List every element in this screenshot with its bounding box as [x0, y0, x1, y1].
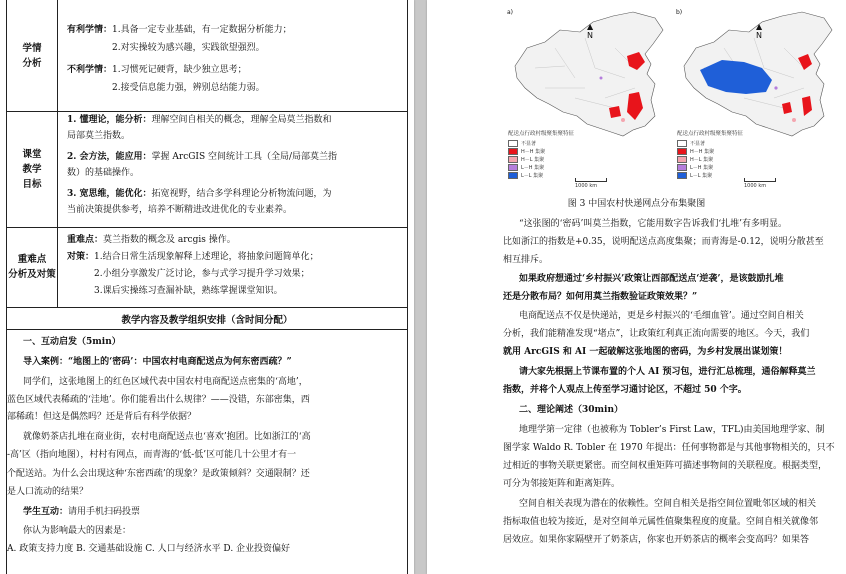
row-content-title — [7, 307, 407, 330]
legend-swatch — [677, 140, 687, 147]
scale-label: 1000 km — [744, 183, 767, 189]
good-label: 有利学情： — [67, 25, 113, 35]
case-title: 导入案例：“地图上的‘密码’：中国农村电商配送点为何东密西疏？” — [23, 357, 292, 367]
legend-label: L－H 集聚 — [690, 164, 714, 171]
legend-item — [677, 171, 743, 179]
legend-item — [508, 163, 574, 171]
body-line: 同学们，这张地图上的红色区域代表中国农村电商配送点密集的‘高地’， — [23, 377, 308, 387]
legend-title: 配送点行政村级聚集聚特征 — [677, 131, 744, 137]
body-line-bold: 请大家先根据上节课布置的个人 AI 预习包，进行汇总梳理，通俗解释莫兰 — [519, 367, 816, 377]
body-line: 就像奶茶店扎堆在商业街，农村电商配送点也‘喜欢’抱团。比如浙江的‘高 — [23, 432, 311, 442]
legend-label: L－L 集聚 — [521, 172, 544, 179]
legend-label: 不显著 — [690, 140, 706, 147]
bad-item: 2.接受信息能力强，辨别总结能力弱。 — [112, 83, 265, 93]
body-line-bold: 就用 ArcGIS 和 AI 一起破解这张地图的密码，为乡村发展出谋划策！ — [503, 347, 788, 357]
header-line: 分析及对策 — [8, 269, 56, 280]
map-panel-a — [505, 8, 669, 191]
strategy-item: 2.小组分享激发广泛讨论，参与式学习提升学习效果； — [94, 269, 310, 279]
content-title: 教学内容及教学组织安排（含时间分配） — [121, 315, 293, 326]
lesson-plan-table — [6, 0, 408, 574]
legend-item — [508, 155, 574, 163]
north-label: N — [756, 31, 762, 40]
header-line: 教学 — [22, 163, 42, 175]
strategy-item: 1.结合日常生活现象解释上述理论，将抽象问题简单化； — [94, 252, 319, 262]
body-line: -高’区（指向地图），村村有网点，而青海的‘低-低’区可能几十公里才有一 — [7, 450, 297, 460]
north-label: N — [587, 31, 593, 40]
body-line: 个配送站。为什么会出现这种‘东密西疏’的现象？是政策倾斜？交通限制？还 — [7, 469, 310, 479]
panel-label: a) — [507, 9, 514, 16]
legend-swatch — [677, 156, 687, 163]
body-line: 蓝色区域代表稀疏的‘洼地’。你们能看出什么规律？——没错，东部密集，西 — [7, 395, 310, 405]
goal-bold: 2. 会方法，能应用： — [67, 152, 152, 162]
section-heading: 二、理论阐述（30min） — [519, 405, 624, 415]
legend-swatch — [677, 164, 687, 171]
header-line: 学情 — [22, 42, 42, 54]
left-page — [0, 0, 414, 574]
body-line: 指标取值也较为接近，是对空间单元属性值聚集程度的度量。空间自相关就像邻 — [503, 517, 819, 527]
legend-swatch — [508, 164, 518, 171]
header-key-difficulties — [7, 227, 58, 307]
legend-label: H－L 集聚 — [521, 156, 545, 163]
vote-options: A. 政策支持力度 B. 交通基础设施 C. 人口与经济水平 D. 企业投资偏好 — [7, 544, 291, 554]
body-line: 图学家 Waldo R. Tobler 在 1970 年提出：任何事物都是与其他事物相关的，只不 — [503, 443, 835, 453]
header-line: 重难点 — [17, 254, 47, 265]
good-item: 2.对实操较为感兴趣，实践欲望强烈。 — [112, 43, 265, 53]
row-learner-analysis — [7, 0, 407, 112]
strategy-item: 3.课后实操练习查漏补缺，熟练掌握课堂知识。 — [94, 286, 283, 296]
legend-item — [677, 139, 743, 147]
body-line: 地理学第一定律（也被称为 Tobler’s First Law，TFL)由美国地理学家、制 — [519, 425, 825, 435]
figure-maps — [505, 8, 838, 191]
legend-label: 不显著 — [521, 140, 537, 147]
panel-label: b) — [676, 9, 683, 16]
header-line: 课堂 — [22, 148, 42, 160]
body-line: “这张图的‘密码’叫莫兰指数，它能用数字告诉我们‘扎堆’有多明显。 — [519, 219, 788, 229]
legend-item — [677, 147, 743, 155]
interaction-label: 学生互动： — [23, 507, 69, 517]
key-point-text: 莫兰指数的概念及 arcgis 操作。 — [103, 235, 236, 245]
header-teaching-goals — [7, 111, 58, 227]
goal-bold: 3. 宽思维，能优化： — [67, 189, 152, 199]
legend-label: L－H 集聚 — [521, 164, 545, 171]
legend-label: H－L 集聚 — [690, 156, 714, 163]
map-legend — [677, 129, 743, 179]
goal-text: 拓宽视野，结合多学科理论分析物流问题，为 — [151, 189, 332, 199]
cluster-lh — [600, 77, 603, 80]
body-line: 居效应。如果你家隔壁开了奶茶店，你家也开奶茶店的概率会变高吗？如果答 — [503, 535, 810, 545]
legend-swatch — [508, 148, 518, 155]
body-line: 相互排斥。 — [503, 255, 549, 265]
scale-label: 1000 km — [575, 183, 598, 189]
cluster-hl — [621, 118, 625, 122]
body-line: 分析，我们能精准发现“堵点”，让政策红利真正流向需要的地区。今天，我们 — [503, 329, 810, 339]
body-line: 部稀疏！但这是偶然吗？还是背后有科学依据？ — [7, 412, 197, 422]
body-line: 比如浙江的指数是+0.35，说明配送点高度集聚；而青海是-0.12，说明分散甚至 — [503, 237, 824, 247]
goal-text: 当前决策提供参考，培养不断精进改进优化的专业素养。 — [67, 205, 293, 215]
key-point-label: 重难点： — [67, 235, 104, 245]
section-heading: 一、互动启发（5min） — [23, 337, 121, 347]
body-line: 过相近的事物关联更紧密。而空间权重矩阵可描述事物间的关联程度。根据类型， — [503, 461, 828, 471]
body-line: 空间自相关表现为潜在的依赖性。空间自相关是指空间位置毗邻区域的相关 — [519, 499, 817, 509]
strategy-label: 对策： — [67, 252, 95, 262]
legend-swatch — [508, 172, 518, 179]
legend-item — [508, 139, 574, 147]
body-line: 可分为邻接矩阵和距离矩阵。 — [503, 479, 621, 489]
map-legend — [508, 129, 574, 179]
row-teaching-goals — [7, 111, 407, 228]
legend-item — [508, 171, 574, 179]
row-key-difficulties — [7, 227, 407, 308]
legend-title: 配送点行政村级聚集聚特征 — [508, 131, 575, 137]
map-panel-b — [674, 8, 838, 191]
bad-label: 不利学情： — [67, 65, 113, 75]
legend-label: L－L 集聚 — [690, 172, 713, 179]
header-line: 分析 — [22, 57, 42, 69]
goal-text: 理解空间自相关的概念，理解全局莫兰指数和 — [151, 115, 332, 125]
bad-item: 1.习惯死记硬背，缺少独立思考； — [112, 65, 247, 75]
goal-bold: 1. 懂理论，能分析： — [67, 115, 152, 125]
body-line: 你认为影响最大的因素是： — [23, 526, 132, 536]
legend-swatch — [508, 140, 518, 147]
body-line-bold: 指数，并将个人观点上传至学习通讨论区，不超过 50 个字。 — [503, 385, 747, 395]
legend-item — [677, 163, 743, 171]
north-arrow: ▲ N — [587, 22, 594, 40]
legend-label: H－H 集聚 — [690, 148, 715, 155]
legend-swatch — [677, 148, 687, 155]
cluster-hl — [792, 118, 796, 122]
body-line: 是人口流动的结果？ — [7, 487, 89, 497]
cluster-hh — [609, 106, 621, 118]
body-line: 请用手机扫码投票 — [68, 507, 141, 517]
body-line: 电商配送点不仅是快递站，更是乡村振兴的‘毛细血管’。通过空间自相关 — [519, 311, 804, 321]
legend-swatch — [677, 172, 687, 179]
legend-item — [508, 147, 574, 155]
good-item: 1.具备一定专业基础，有一定数据分析能力； — [112, 25, 292, 35]
figure-caption: 图 3 中国农村快递网点分布集聚图 — [567, 199, 706, 209]
goal-text: 数）的基础操作。 — [67, 168, 140, 178]
header-learner-analysis — [7, 0, 58, 111]
legend-label: H－H 集聚 — [521, 148, 546, 155]
goal-text: 掌握 ArcGIS 空间统计工具（全局/局部莫兰指 — [151, 152, 338, 162]
scale-bar — [744, 178, 776, 189]
scale-bar — [575, 178, 607, 189]
header-line: 目标 — [22, 178, 42, 190]
body-line-bold: 如果政府想通过‘乡村振兴’政策让西部配送点‘逆袭’，是该鼓励扎堆 — [519, 274, 784, 284]
goal-text: 局部莫兰指数。 — [67, 131, 131, 141]
body-line-bold: 还是分散布局？如何用莫兰指数验证政策效果？” — [503, 292, 698, 302]
cluster-lh — [774, 86, 777, 89]
north-arrow: ▲ N — [756, 22, 763, 40]
legend-swatch — [508, 156, 518, 163]
legend-item — [677, 155, 743, 163]
right-page — [427, 0, 846, 574]
